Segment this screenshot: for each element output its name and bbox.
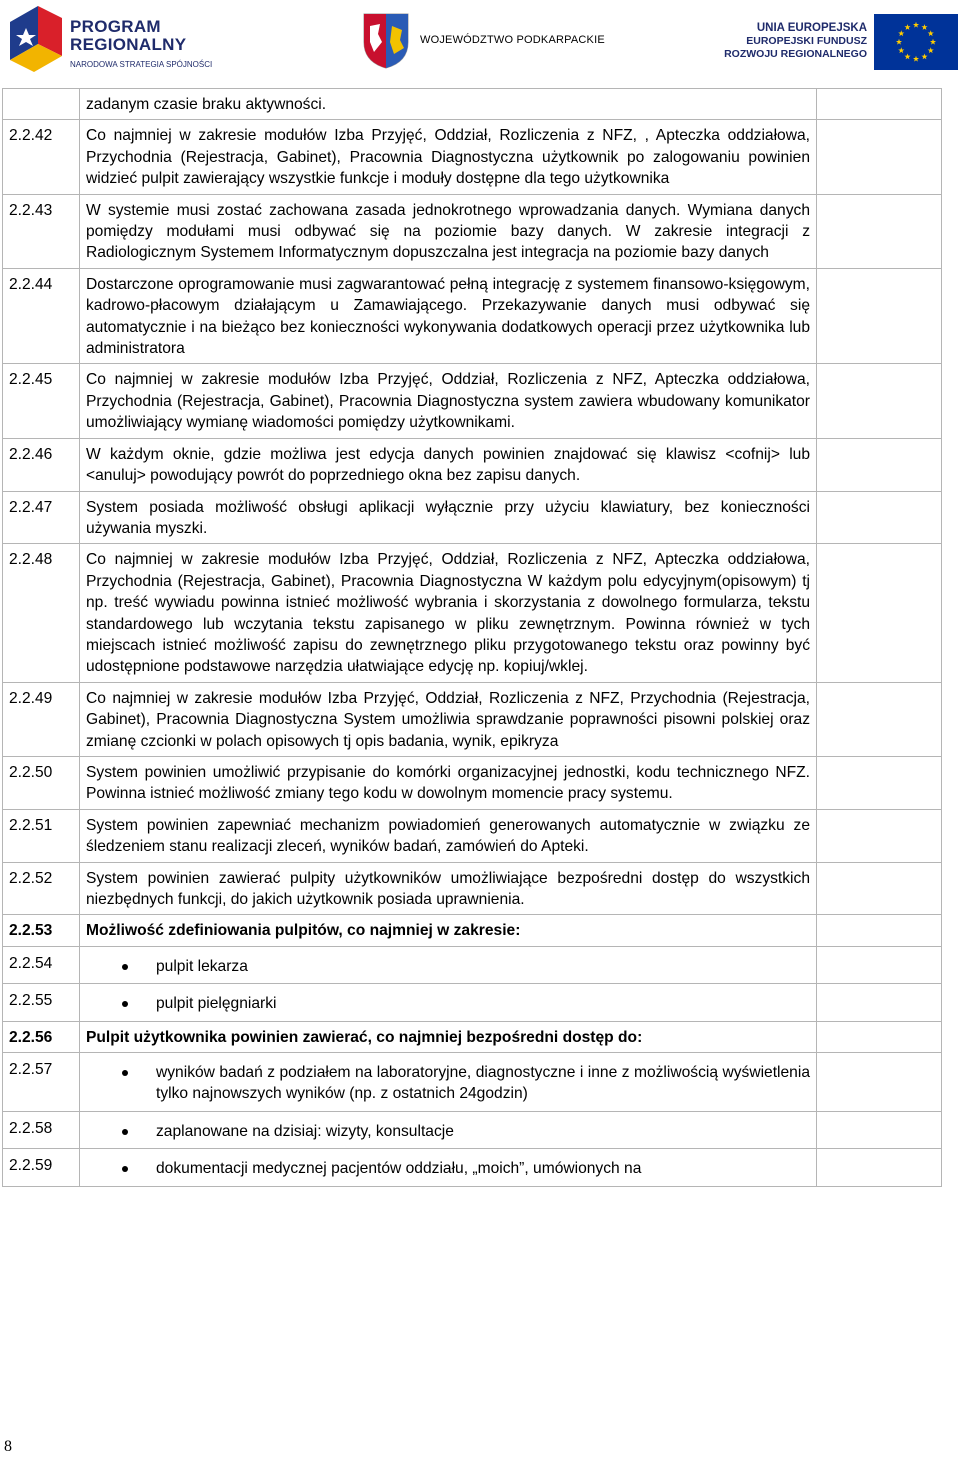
table-row: [3, 682, 942, 756]
program-title-line2: REGIONALNY: [70, 35, 187, 54]
requirement-extra-cell: [817, 1149, 942, 1186]
requirement-number: 2.2.49: [3, 682, 80, 756]
eu-logo: [722, 14, 958, 74]
table-row: [3, 756, 942, 809]
table-row: [3, 809, 942, 862]
table-row: [3, 544, 942, 682]
requirement-text: System powinien umożliwić przypisanie do komórki organizacyjnej jednostki, kodu technicznego NFZ. Powinna istnieć możliwość zmiany tego kodu w dowolnym momencie pracy systemu.: [80, 756, 817, 809]
table-row: [3, 268, 942, 364]
requirement-number: 2.2.52: [3, 862, 80, 915]
requirement-heading-text: Możliwość zdefiniowania pulpitów, co najmniej w zakresie:: [80, 915, 817, 946]
requirement-text: System powinien zawierać pulpity użytkowników umożliwiające bezpośredni dostęp do wszystkich niezbędnych funkcji, do jakich użytkownik posiada uprawnienia.: [80, 862, 817, 915]
requirement-extra-cell: [817, 120, 942, 194]
table-row-heading: [3, 915, 942, 946]
requirement-extra-cell: [817, 1053, 942, 1112]
table-row-bullet: [3, 1053, 942, 1112]
requirement-bullet-cell: [80, 984, 817, 1021]
requirement-extra-cell: [817, 682, 942, 756]
requirement-bullet-cell: [80, 946, 817, 983]
requirement-extra-cell: [817, 438, 942, 491]
requirement-extra-cell: [817, 89, 942, 120]
requirement-heading-text: Pulpit użytkownika powinien zawierać, co najmniej bezpośredni dostęp do:: [80, 1021, 817, 1052]
requirement-extra-cell: [817, 544, 942, 682]
requirement-number: 2.2.46: [3, 438, 80, 491]
requirement-bullet-cell: [80, 1111, 817, 1148]
wojewodztwo-logo: [362, 12, 632, 72]
requirement-number: 2.2.43: [3, 194, 80, 268]
requirement-text: Co najmniej w zakresie modułów Izba Przyjęć, Oddział, Rozliczenia z NFZ, Apteczka oddziałowa, Przychodnia (Rejestracja, Gabinet), Pracownia Diagnostyczna system zawiera wbudowany komunikator umożliwiający wymianę wiadomości pomiędzy użytkownikami.: [80, 364, 817, 438]
table-row: [3, 120, 942, 194]
program-regionalny-logo: [8, 4, 248, 74]
requirement-number: 2.2.56: [3, 1021, 80, 1052]
page-number: 8: [4, 1438, 12, 1455]
bullet-item: wyników badań z podziałem na laboratoryjne, diagnostyczne i inne z możliwością wyświetlenia tylko najnowszych wyników (np. z ostatnich 24godzin): [86, 1062, 810, 1105]
program-regionalny-emblem-icon: [8, 4, 64, 74]
requirement-text: Dostarczone oprogramowanie musi zagwarantować pełną integrację z systemem finansowo-księgowym, kadrowo-płacowym działającym u Zamawiającego. Przekazywanie danych musi odbywać się automatycznie i na bieżąco bez konieczności wykonywania dodatkowych operacji przez użytkownika lub administratora: [80, 268, 817, 364]
requirement-number: 2.2.58: [3, 1111, 80, 1148]
requirement-extra-cell: [817, 915, 942, 946]
table-row-bullet: [3, 984, 942, 1021]
eu-flag-icon: [874, 14, 958, 70]
requirement-extra-cell: [817, 1111, 942, 1148]
requirement-number: 2.2.45: [3, 364, 80, 438]
requirement-number: [3, 89, 80, 120]
requirement-number: 2.2.42: [3, 120, 80, 194]
eu-text: [722, 22, 867, 61]
requirements-table: [2, 88, 942, 1187]
requirement-extra-cell: [817, 364, 942, 438]
page-header: [0, 0, 960, 80]
table-row-bullet: [3, 1149, 942, 1186]
requirement-extra-cell: [817, 491, 942, 544]
requirement-bullet-cell: [80, 1149, 817, 1186]
requirement-text: System powinien zapewniać mechanizm powiadomień generowanych automatycznie w związku ze śledzeniem stanu realizacji zleceń, wyników badań, zamówień do Apteki.: [80, 809, 817, 862]
requirement-extra-cell: [817, 862, 942, 915]
requirement-text: System posiada możliwość obsługi aplikacji wyłącznie przy użyciu klawiatury, bez konieczności używania myszki.: [80, 491, 817, 544]
bullet-item: zaplanowane na dzisiaj: wizyty, konsultacje: [86, 1121, 810, 1142]
requirement-number: 2.2.54: [3, 946, 80, 983]
table-row: [3, 862, 942, 915]
requirement-number: 2.2.59: [3, 1149, 80, 1186]
requirement-extra-cell: [817, 756, 942, 809]
bullet-item: dokumentacji medycznej pacjentów oddziału, „moich”, umówionych na: [86, 1158, 810, 1179]
requirement-extra-cell: [817, 1021, 942, 1052]
requirement-number: 2.2.53: [3, 915, 80, 946]
requirement-number: 2.2.57: [3, 1053, 80, 1112]
requirement-text: W systemie musi zostać zachowana zasada jednokrotnego wprowadzania danych. Wymiana danych pomiędzy modułami musi odbywać się na poziomie bazy danych. W zakresie integracji z Radiologicznym Systemem Informatycznym dopuszczalna jest integracja na poziomie bazy danych: [80, 194, 817, 268]
eu-line2: EUROPEJSKI FUNDUSZ: [746, 35, 867, 47]
bullet-item: pulpit lekarza: [86, 956, 810, 977]
table-row-bullet: [3, 1111, 942, 1148]
voivodeship-name: WOJEWÓDZTWO PODKARPACKIE: [420, 34, 605, 46]
requirement-number: 2.2.44: [3, 268, 80, 364]
requirement-text: zadanym czasie braku aktywności.: [80, 89, 817, 120]
eu-line3: ROZWOJU REGIONALNEGO: [724, 48, 867, 60]
requirement-text: Co najmniej w zakresie modułów Izba Przyjęć, Oddział, Rozliczenia z NFZ, Apteczka oddziałowa, Przychodnia (Rejestracja, Gabinet), Pracownia Diagnostyczna W każdym polu edycyjnym(opisowym) tj np. treść wywiadu powinna istnieć możliwość wybrania i skorzystania z dowolnego formularza, tekstu standardowego lub wczytania tekstu zapisanego w pliku zewnętrznym. Powinna również w tych miejscach istnieć możliwość zapisu do zewnętrznego pliku przygotowanego tekstu oraz powinny być udostępnione podstawowe narzędzia ułatwiające edycję np. kopiuj/wklej.: [80, 544, 817, 682]
program-subtitle: NARODOWA STRATEGIA SPÓJNOŚCI: [70, 60, 213, 69]
table-row: [3, 194, 942, 268]
table-row-bullet: [3, 946, 942, 983]
requirement-text: Co najmniej w zakresie modułów Izba Przyjęć, Oddział, Rozliczenia z NFZ, , Apteczka oddziałowa, Przychodnia (Rejestracja, Gabinet), Pracownia Diagnostyczna użytkownik po zalogowaniu powinien widzieć pulpit zawierający wszystkie funkcje i moduły dostępne dla tego użytkownika: [80, 120, 817, 194]
requirement-extra-cell: [817, 268, 942, 364]
table-row-heading: [3, 1021, 942, 1052]
requirement-extra-cell: [817, 946, 942, 983]
requirement-bullet-cell: [80, 1053, 817, 1112]
requirement-number: 2.2.55: [3, 984, 80, 1021]
eu-line1: UNIA EUROPEJSKA: [756, 22, 867, 34]
requirement-text: W każdym oknie, gdzie możliwa jest edycja danych powinien znajdować się klawisz <cofnij> lub <anuluj> powodujący powrót do poprzedniego okna bez zapisu danych.: [80, 438, 817, 491]
table-row: [3, 89, 942, 120]
requirement-extra-cell: [817, 194, 942, 268]
coat-of-arms-icon: [362, 12, 410, 70]
requirement-extra-cell: [817, 809, 942, 862]
table-row: [3, 438, 942, 491]
table-row: [3, 491, 942, 544]
program-title: [70, 18, 186, 54]
requirement-text: Co najmniej w zakresie modułów Izba Przyjęć, Oddział, Rozliczenia z NFZ, Przychodnia (Rejestracja, Gabinet), Pracownia Diagnostyczna System umożliwia sprawdzanie poprawności pisowni polskiej oraz zmianę czcionki w polach opisowych tj opis badania, wynik, epikryza: [80, 682, 817, 756]
requirement-number: 2.2.48: [3, 544, 80, 682]
bullet-item: pulpit pielęgniarki: [86, 993, 810, 1014]
program-title-line1: PROGRAM: [70, 17, 161, 36]
requirement-number: 2.2.50: [3, 756, 80, 809]
requirement-extra-cell: [817, 984, 942, 1021]
requirement-number: 2.2.47: [3, 491, 80, 544]
table-row: [3, 364, 942, 438]
requirement-number: 2.2.51: [3, 809, 80, 862]
